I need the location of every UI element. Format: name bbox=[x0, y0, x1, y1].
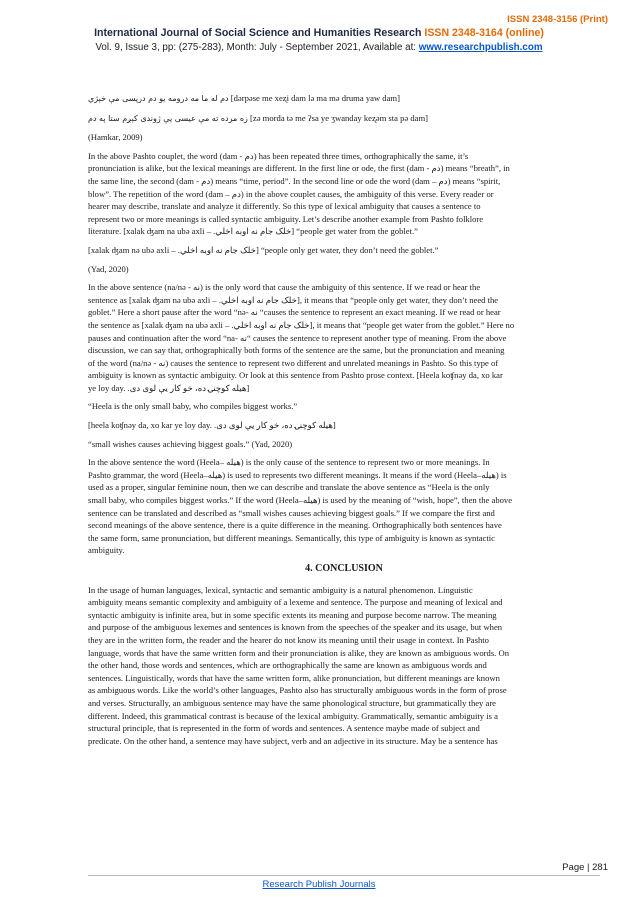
issn-online: ISSN 2348-3164 (online) bbox=[424, 27, 544, 39]
text-line: structural principle, that is represented in the form of words and sentences. A sentence maybe made of subject and bbox=[88, 723, 480, 734]
text-line: second meanings of the above sentence, there is a quite difference in the meaning. Orthographically both sentences have bbox=[88, 520, 502, 531]
section-heading: 4. CONCLUSION bbox=[305, 563, 383, 574]
footer-divider bbox=[88, 875, 600, 876]
text-line: predicate. On the other hand, a sentence may have subject, verb and an adjective in its structure. May be a sentence has bbox=[88, 735, 498, 746]
text-line: In the above sentence (na/nə - نه) is the only word that cause the ambiguity of this sentence. If we read or hear the bbox=[88, 282, 481, 293]
journal-title-line bbox=[0, 27, 638, 39]
paragraph-3 bbox=[88, 456, 600, 557]
citation: (Yad, 2020) bbox=[88, 263, 129, 274]
publisher-link[interactable]: Research Publish Journals bbox=[262, 879, 376, 890]
paragraph-1 bbox=[88, 150, 600, 238]
verse-2-transliteration: [zə morda tə me ʔsa ye ʒwanday keʐəm sta pə dam] bbox=[250, 112, 429, 123]
text-line: ambiguity is known as syntactic ambiguity. Or look at this sentence from Pashto prose context. [Heela koʧnəy da, xo kar bbox=[88, 370, 503, 381]
text-line: hearer may describe, translate and analyze it differently. So this type of lexical ambiguity that causes a sentence to bbox=[88, 201, 481, 212]
text-line: In the usage of human languages, lexical, syntactic and semantic ambiguity is a natural phenomenon. Linguistic bbox=[88, 584, 473, 595]
volume-info: Vol. 9, Issue 3, pp: (275-283), Month: July - September 2021, Available at: bbox=[95, 42, 417, 53]
citation: (Hamkar, 2009) bbox=[88, 132, 143, 143]
text-line: sentence can be translated and described as “small wishes causes achieving biggest goals.” If we compare the first and bbox=[88, 507, 495, 518]
text-line: pauses and continuation after the word “na- نه“ causes the sentence to represent another type of meaning. From the above bbox=[88, 332, 507, 343]
issn-print: ISSN 2348-3156 (Print) bbox=[507, 14, 608, 25]
example-sentence: [heela koʧnəy da, xo kar ye loy day. .هیله کوچنۍ ده، خو کار یې لوی دی] bbox=[88, 420, 336, 431]
text-line: language, words that have the same written form and their pronunciation is alike, they are known as ambiguous words. On bbox=[88, 647, 509, 658]
text-line: sentence as [xalak ʤam nə ubə axli – .خلک جام نه اوبه اخلي], it means that “people only get water, they don’t need the bbox=[88, 294, 499, 305]
text-line: and verses. Structurally, an ambiguous sentence may have the same phonological structure, but grammatically they are bbox=[88, 697, 496, 708]
verse-1-pashto: دم له ما مه درومه یو دم درپسی مې خېژي bbox=[88, 94, 229, 103]
website-link[interactable]: www.researchpublish.com bbox=[418, 42, 543, 53]
text-line: small baby, who compiles biggest works.” If the word (Heela–هیله) is used by the meaning of “wish, hope”, then the above bbox=[88, 495, 513, 506]
text-line: they are in the written form, the reader and the hearer do not know its meaning until their usage in context. In Pashto bbox=[88, 634, 489, 645]
text-line: represent two or more meanings is called syntactic ambiguity. Let’s describe another example from Pashto folklore bbox=[88, 213, 484, 224]
quote: “Heela is the only small baby, who compiles biggest works.” bbox=[88, 401, 298, 412]
text-line: ye loy day. .هیله کوچنۍ ده، خو کار یې لوی دی] bbox=[88, 382, 250, 393]
text-line: In the above Pashto couplet, the word (dam - دم) has been repeated three times, orthographically the same, it’s bbox=[88, 150, 469, 161]
quote: “small wishes causes achieving biggest goals.” (Yad, 2020) bbox=[88, 438, 293, 449]
text-line: sentences. Linguistically, words that have the same written form, alike pronunciation, but different meanings are known bbox=[88, 672, 500, 683]
text-line: the other hand, those words and sentences, which are orthographically the same are known as ambiguous words and bbox=[88, 660, 487, 671]
text-line: goblet.” Here a short pause after the word “nə- نه “causes the sentence to represent an exact meaning. If we read or hear bbox=[88, 307, 501, 318]
text-line: ambiguity means semantic complexity and ambiguity of a lexeme and sentence. The purpose and meaning of lexical and bbox=[88, 597, 503, 608]
journal-name: International Journal of Social Science and Humanities Research bbox=[94, 27, 422, 39]
text-line: different. Indeed, this grammatical contrast is because of the lexical ambiguity. Grammatically, semantic ambiguity is a bbox=[88, 710, 498, 721]
verse-line-2 bbox=[88, 112, 600, 126]
paragraph-2 bbox=[88, 281, 600, 394]
conclusion-paragraph bbox=[88, 584, 600, 748]
article-body bbox=[88, 92, 600, 753]
text-line: as ambiguous words. Like the world’s other languages, Pashto also has structurally ambiguous words in the form of prose bbox=[88, 685, 507, 696]
text-line: used as a proper, singular feminine noun, then we can describe and translate the above sentence as “Heela is the only bbox=[88, 482, 490, 493]
text-line: the same form, same pronunciation, but different meanings. Semantically, this type of ambiguity is known as syntactic bbox=[88, 532, 495, 543]
text-line: syntactic ambiguity is infinite area, but in some specific extents its meaning and purpose become narrow. The meaning bbox=[88, 609, 497, 620]
volume-line bbox=[0, 42, 638, 53]
text-line: ambiguity. bbox=[88, 545, 125, 556]
text-line: and purpose of the ambiguous lexemes and sentences is known from the speeches of the speaker and its usage, but when bbox=[88, 622, 503, 633]
page-number: Page | 281 bbox=[562, 862, 608, 873]
verse-2-pashto: زه مرده ته مې عیسی یې ژوندی کېږم ستا په دم bbox=[88, 113, 248, 123]
text-line: pronunciation is alike, but the lexical meanings are different. In the first line or ode, the first (dam - دم) means “breath”, in bbox=[88, 163, 510, 174]
verse-line-1 bbox=[88, 92, 600, 106]
text-line: blow”. The repetition of the word (dam – دم) in the above couplet causes, the ambiguity of this verse. Every reader or bbox=[88, 188, 494, 199]
text-line: the sentence as [xalak ʤam na ubə axli – .خلک جام نه اوبه اخلي], it means that “people get water from the goblet.” Here no bbox=[88, 319, 515, 330]
example-sentence: [xalak ʤam nə ubə axli – .خلک جام نه اوبه اخلي] “people only get water, they don’t need the goblet.” bbox=[88, 244, 439, 255]
verse-1-transliteration: [dərpəse me xeʐi dam lə ma mə druma yaw dam] bbox=[230, 93, 400, 103]
text-line: of the word (na/nə - نه) causes the sentence to represent two different and unrelated meanings in Pashto. So this type of bbox=[88, 357, 499, 368]
text-line: In the above sentence the word (Heela– هیله) is the only cause of the sentence to represent two or more meanings. In bbox=[88, 457, 490, 468]
text-line: literature. [xalak ʤam na ubə axli – .خلک جام نه اوبه اخلي] “people get water from the goblet.” bbox=[88, 226, 418, 237]
text-line: Pashto grammar, the word (Heela–هیله) is used to represents two different meanings. It means if the word (Heela–هیله) is bbox=[88, 469, 507, 480]
text-line: discussion, we can say that, orthographically both forms of the sentence are the same, but the pronunciation and meaning bbox=[88, 345, 505, 356]
text-line: the same line, the second (dam - دم) means “time, period”. In the second line or ode the word (dam – دم) means “spirit, bbox=[88, 175, 501, 186]
